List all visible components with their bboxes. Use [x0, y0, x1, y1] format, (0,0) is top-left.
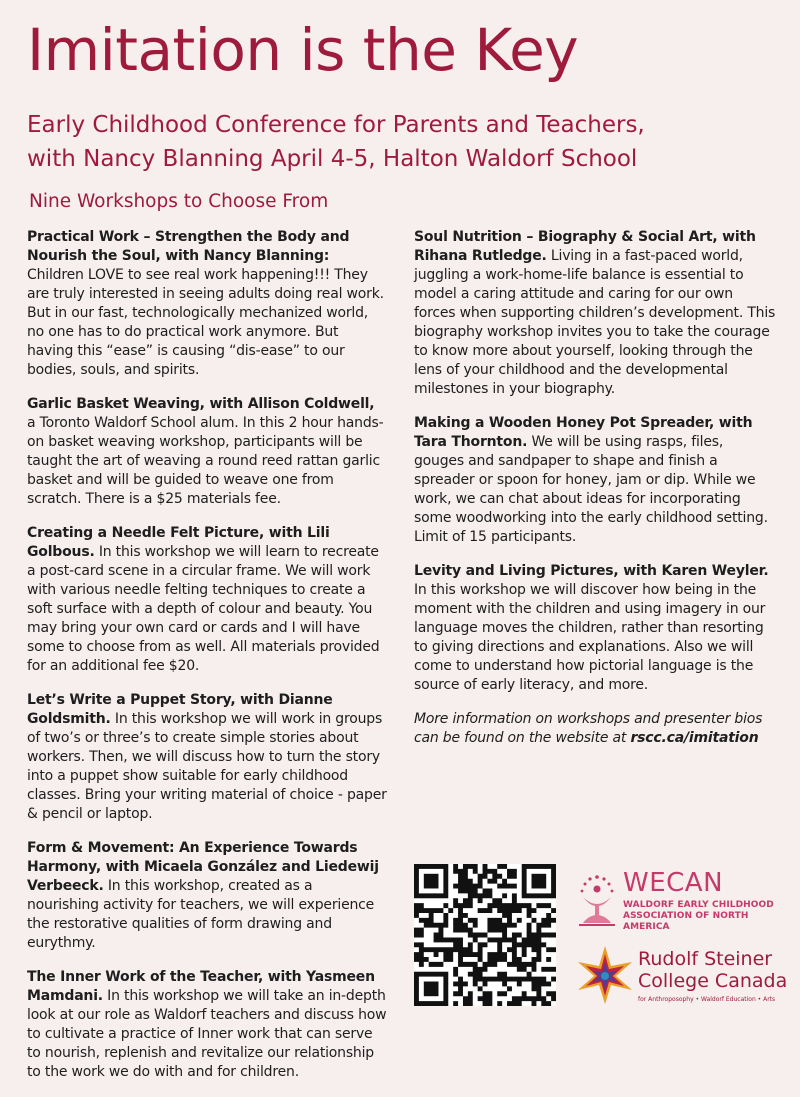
workshop-title: Practical Work – Strengthen the Body and Nourish the Soul, with Nancy Blanning:: [27, 229, 350, 264]
rscc-star-icon: [574, 944, 636, 1006]
rscc-name-line-1: Rudolf Steiner: [638, 948, 773, 970]
workshop-description: In this workshop we will learn to recreate a post-card scene in a circular frame. We will work with various needle felting techniques to create a soft surface with a depth of colour and beauty. You may bring your own card or cards and I will have some to choose from as well. All materials provided for an additional fee $20.: [27, 544, 380, 674]
qr-code-graphic: [414, 864, 556, 1006]
workshop-description: Living in a fast-paced world, juggling a work-home-life balance is essential to model a caring attitude and caring for our own forces when supporting children’s development. This biography workshop invites you to take the courage to know more about yourself, looking through the lens of your childhood and the developmental milestones in your biography.: [414, 248, 776, 397]
workshop-title: Creating a Needle Felt Picture, with Lili Golbous.: [27, 525, 330, 560]
more-info-text: More information on workshops and presenter bios can be found on the website at: [414, 711, 763, 746]
page-title: Imitation is the Key: [27, 16, 579, 84]
workshop-description: a Toronto Waldorf School alum. In this 2 hour hands-on basket weaving workshop, participants will be taught the art of weaving a round reed rattan garlic basket and will be guided to weave one from scratch. There is a $25 materials fee.: [27, 415, 384, 507]
workshop-description: In this workshop, created as a nourishing activity for teachers, we will experience the restorative qualities of form drawing and eurythmy.: [27, 878, 375, 951]
website-link[interactable]: rscc.ca/imitation: [630, 730, 759, 746]
workshop-title: The Inner Work of the Teacher, with Yasmeen Mamdani.: [27, 969, 375, 1004]
qr-code[interactable]: [414, 864, 556, 1006]
rscc-name-line-2: College Canada: [638, 970, 788, 992]
subtitle-line-2: with Nancy Blanning April 4-5, Halton Waldorf School: [27, 146, 638, 172]
rscc-tagline: for Anthroposophy • Waldorf Education • Arts: [638, 996, 776, 1003]
workshop-item: [27, 395, 387, 509]
section-heading: Nine Workshops to Choose From: [29, 191, 329, 212]
workshop-description: In this workshop we will take an in-depth look at our role as Waldorf teachers and discuss how to cultivate a practice of Inner work that can serve to nourish, replenish and revitalize our relationship to the work we do with and for children.: [27, 988, 387, 1080]
wecan-logo[interactable]: [575, 867, 785, 931]
workshop-title: Making a Wooden Honey Pot Spreader, with Tara Thornton.: [414, 415, 753, 450]
workshop-description: We will be using rasps, files, gouges and sandpaper to shape and finish a spreader or spoon for honey, jam or dip. While we work, we can chat about ideas for incorporating some woodworking into the early childhood setting. Limit of 15 participants.: [414, 434, 768, 545]
workshops-left-column: [27, 228, 387, 1097]
subtitle-line-1: Early Childhood Conference for Parents and Teachers,: [27, 112, 645, 138]
workshop-item: [27, 524, 387, 676]
workshop-title: Garlic Basket Weaving, with Allison Coldwell,: [27, 396, 375, 412]
workshops-right-column: [414, 228, 776, 748]
rscc-logo[interactable]: [574, 944, 794, 1014]
workshop-item: [414, 414, 776, 547]
workshop-item: [27, 691, 387, 824]
more-info: [414, 710, 776, 748]
workshop-item: [27, 839, 387, 953]
workshop-description: In this workshop we will discover how being in the moment with the children and using imagery in our language moves the children, rather than resorting to giving directions and explanations. Also we will come to understand how pictorial language is the source of early literacy, and more.: [414, 582, 766, 693]
workshop-item: [414, 562, 776, 695]
workshop-title: Soul Nutrition – Biography & Social Art, with Rihana Rutledge.: [414, 229, 756, 264]
wecan-figure-icon: [575, 867, 619, 929]
workshop-title: Let’s Write a Puppet Story, with Dianne Goldsmith.: [27, 692, 333, 727]
rscc-name: [638, 948, 787, 992]
workshop-title: Form & Movement: An Experience Towards Harmony, with Micaela González and Liedewij Verbeeck.: [27, 840, 379, 894]
wecan-wordmark: WECAN: [623, 868, 724, 898]
workshop-title: Levity and Living Pictures, with Karen Weyler.: [414, 563, 769, 579]
workshop-item: [27, 228, 387, 380]
subtitle: [27, 108, 787, 176]
workshop-item: [27, 968, 387, 1082]
workshop-description: Children LOVE to see real work happening!!! They are truly interested in seeing adults doing real work. But in our fast, technologically mechanized world, no one has to do practical work anymore. But having this “ease” is causing “dis-ease” to our bodies, souls, and spirits.: [27, 267, 384, 378]
wecan-fullname: WALDORF EARLY CHILDHOOD ASSOCIATION OF NORTH AMERICA: [623, 900, 774, 932]
workshop-item: [414, 228, 776, 399]
workshop-description: In this workshop we will work in groups of two’s or three’s to create simple stories about workers. Then, we will discuss how to turn the story into a puppet show suitable for early childhood classes. Bring your writing material of choice - paper & pencil or laptop.: [27, 711, 387, 822]
